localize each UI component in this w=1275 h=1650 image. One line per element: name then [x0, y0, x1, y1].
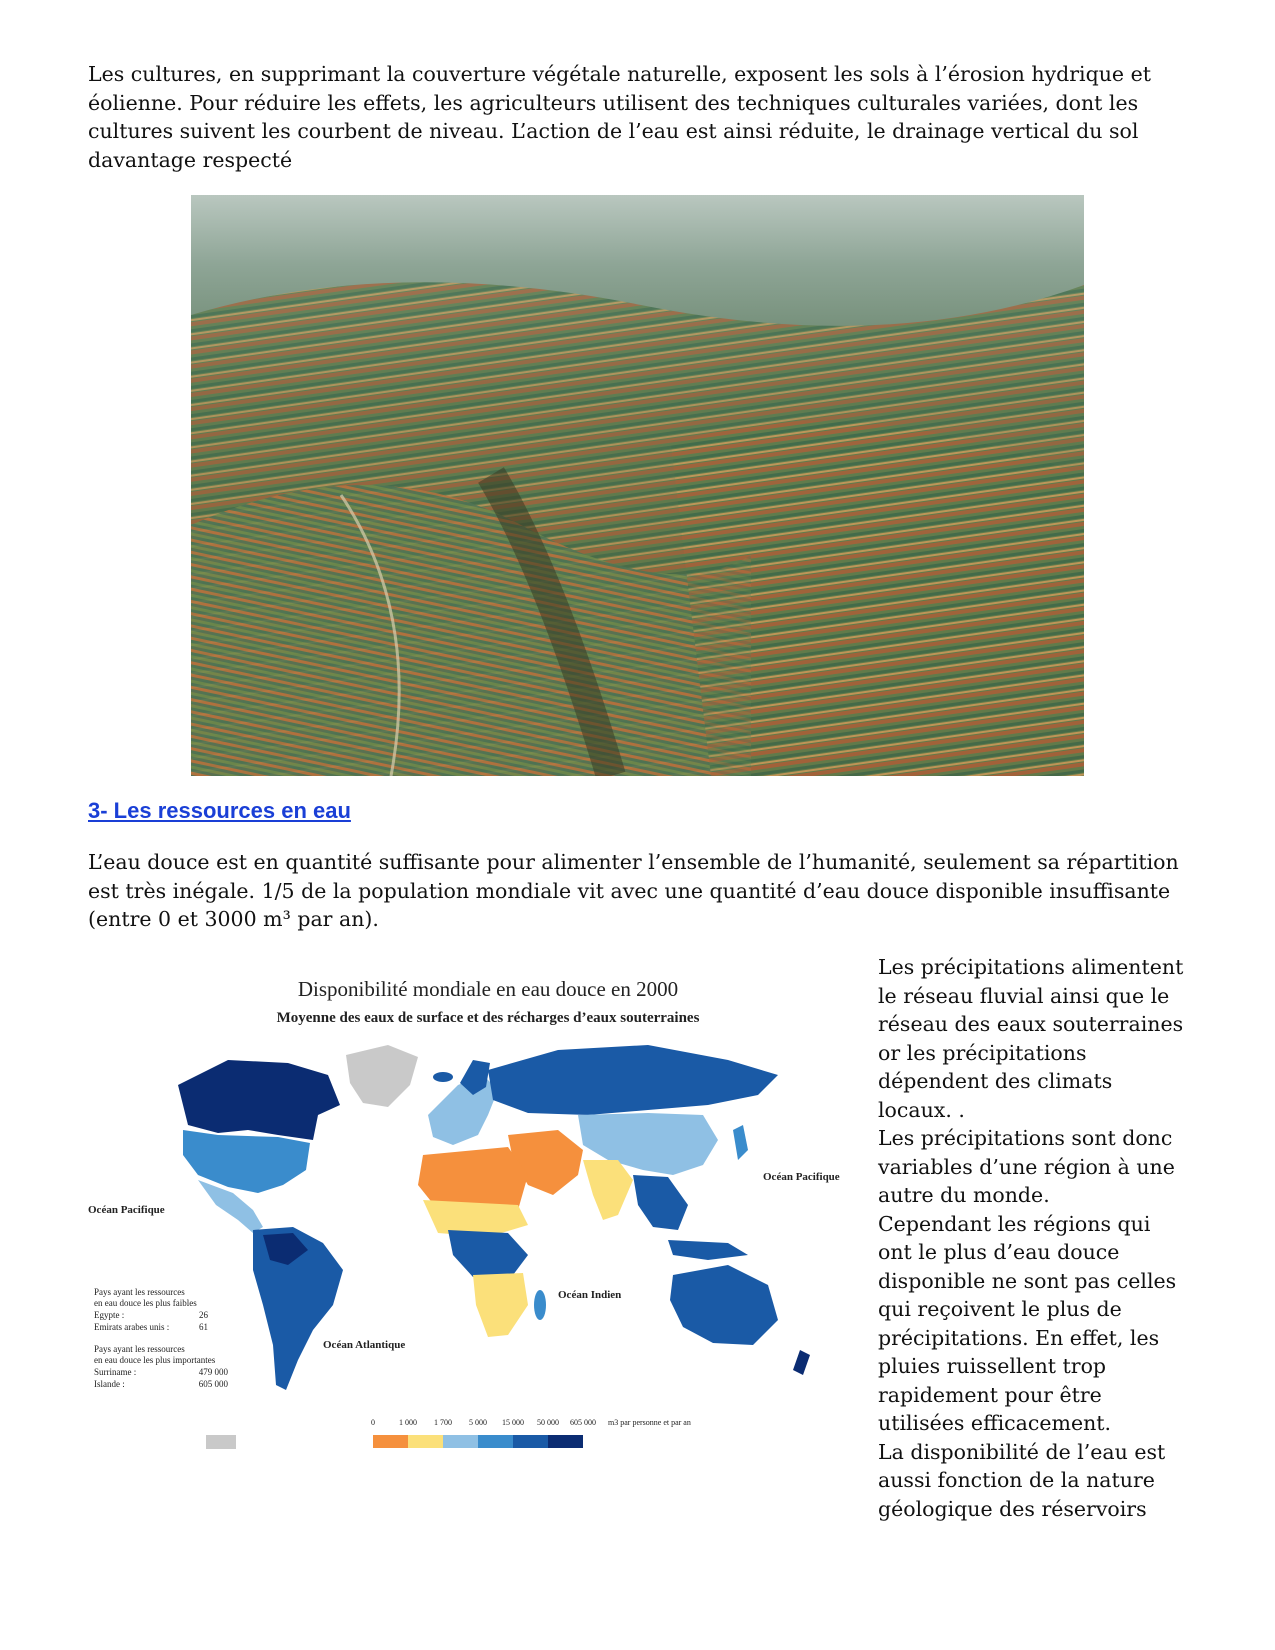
side-explanation	[878, 953, 1188, 1523]
legend-swatch	[373, 1435, 408, 1448]
legend-nodata-swatch	[206, 1435, 236, 1449]
legend-swatch	[478, 1435, 513, 1448]
lowest-box-title-1: Pays ayant les ressources	[94, 1287, 185, 1297]
legend-tick-label: 5 000	[469, 1418, 487, 1427]
side-text-4: La disponibilité de l’eau est aussi fonction de la nature géologique des réservoirs	[878, 1439, 1166, 1521]
lowest-row-country: Egypte :	[94, 1310, 125, 1320]
highest-row-country: Islande :	[94, 1379, 125, 1389]
ocean-label-pacific-east: Océan Pacifique	[763, 1171, 840, 1183]
legend-swatch	[443, 1435, 478, 1448]
section-heading-link[interactable]: 3- Les ressources en eau	[88, 798, 351, 823]
map-title: Disponibilité mondiale en eau douce en 2000	[297, 977, 679, 1001]
terraced-fields-photo	[191, 195, 1084, 776]
side-text-2: Les précipitations sont donc variables d’une région à une autre du monde.	[878, 1126, 1175, 1207]
highest-row-country: Surriname :	[94, 1367, 137, 1377]
lowest-row-country: Emirats arabes unis :	[94, 1322, 170, 1332]
ocean-label-indian: Océan Indien	[558, 1289, 622, 1301]
legend-swatch	[548, 1435, 583, 1448]
legend-tick-label: 50 000	[537, 1418, 559, 1427]
legend-tick-label: 15 000	[502, 1418, 524, 1427]
madagascar-shape	[534, 1290, 546, 1320]
legend-tick-label: 1 700	[434, 1418, 452, 1427]
highest-row-value: 605 000	[198, 1379, 228, 1389]
intro-paragraph: Les cultures, en supprimant la couverture végétale naturelle, exposent les sols à l’érosion hydrique et éolienne. Pour réduire les effets, les agriculteurs utilisent des techniques culturales variées, dont les cultures suivent les courbent de niveau. L’action de l’eau est ainsi réduite, le drainage vertical du sol davantage respecté	[88, 62, 1151, 172]
legend-swatch	[513, 1435, 548, 1448]
highest-row-value: 479 000	[198, 1367, 228, 1377]
map-subtitle: Moyenne des eaux de surface et des récharges d’eaux souterraines	[276, 1010, 700, 1026]
legend-tick-label: 605 000	[570, 1418, 596, 1427]
iceland-shape	[433, 1072, 453, 1082]
lowest-row-value: 61	[199, 1322, 208, 1332]
legend-tick-label: 0	[371, 1418, 375, 1427]
legend-unit: m3 par personne et par an	[608, 1418, 691, 1427]
world-freshwater-map	[88, 965, 848, 1505]
water-resources-paragraph: L’eau douce est en quantité suffisante pour alimenter l’ensemble de l’humanité, seulement sa répartition est très inégale. 1/5 de la population mondiale vit avec une quantité d’eau douce disponible insuffisante (entre 0 et 3000 m³ par an).	[88, 850, 1179, 931]
ocean-label-pacific-west: Océan Pacifique	[88, 1204, 165, 1216]
legend-swatch	[408, 1435, 443, 1448]
side-text-1: Les précipitations alimentent le réseau fluvial ainsi que le réseau des eaux souterraines or les précipitations dépendent des climats locaux. .	[878, 955, 1184, 1122]
legend-tick-label: 1 000	[399, 1418, 417, 1427]
highest-box-title-1: Pays ayant les ressources	[94, 1344, 185, 1354]
side-text-3: Cependant les régions qui ont le plus d’eau douce disponible ne sont pas celles qui reçoivent le plus de précipitations. En effet, les pluies ruissellent trop rapidement pour être utilisées efficacement.	[878, 1211, 1177, 1435]
ocean-label-atlantic: Océan Atlantique	[323, 1339, 406, 1351]
lowest-box-title-2: en eau douce les plus faibles	[94, 1298, 197, 1308]
lowest-row-value: 26	[199, 1310, 208, 1320]
highest-box-title-2: en eau douce les plus importantes	[94, 1355, 216, 1365]
